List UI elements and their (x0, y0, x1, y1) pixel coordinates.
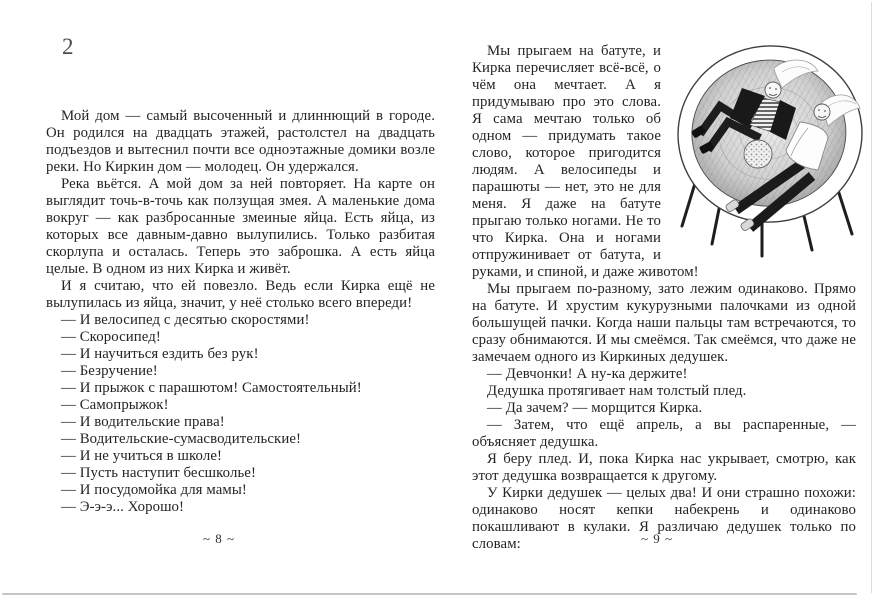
dialogue-line: — Самопрыжок! (61, 397, 169, 413)
chapter-number: 2 (62, 34, 74, 59)
dialogue-line: — Девчонки! А ну-ка держите! (487, 366, 688, 382)
dialogue-line: — И посудомойка для мамы! (61, 482, 247, 498)
left-text-block (46, 108, 435, 516)
right-page-number: ~ 9 ~ (640, 531, 674, 546)
dialogue-line: — Да зачем? — морщится Кирка. (487, 400, 703, 416)
dialogue-line: — Скоросипед! (61, 329, 161, 345)
corn-sticks-pack (744, 140, 772, 168)
trampoline-illustration (670, 38, 866, 258)
paragraph: Мой дом — самый высоченный и длиннющий в городе. Он родился на двадцать этажей, растолстел на двадцать подъездов и вытеснил почти все одноэтажные домики возле реки. Но Киркин дом — молодец. Он удержался. (46, 108, 435, 175)
dialogue-line: — Пусть наступит бесшколье! (61, 465, 256, 481)
dialogue-line: — И прыжок с парашютом! Самостоятельный! (61, 380, 362, 396)
page-bottom-edge (2, 593, 857, 595)
paragraph: Мы прыгаем на батуте, и Кирка перечисляет всё-всё, о чём она мечтает. А я придумываю про это слова. Я сама мечтаю только об одном — придумать такое слово, которое пригодится людям. А велосипеды и парашюты — нет, это не для меня. Я даже на батуте прыгаю только ногами. Не то что Кирка. Она и ногами отпружинивает от батута, и руками, и спиной, и даже животом! (472, 43, 699, 280)
paragraph: Мы прыгаем по-разному, зато лежим одинаково. Прямо на батуте. И хрустим кукурузными палочками из одной большущей пачки. Когда наши пальцы там встречаются, то сразу обнимаются. И мы смеёмся. Так смеёмся, что даже не замечаем одного из Киркиных дедушек. (472, 281, 856, 365)
page-stack-edge (871, 2, 872, 593)
paragraph: Река вьётся. А мой дом за ней повторяет. На карте он выглядит точь-в-точь как ползущая змея. А маленькие дома вокруг — как разбросанные змеиные яйца. Есть яйца, из которых все давным-давно вылупились. Только разбитая скорлупа и осталась. Теперь это заброшка. А есть яйца целые. В одном из них Кирка и живёт. (46, 176, 435, 277)
dialogue-line: — И не учиться в школе! (61, 448, 223, 464)
dialogue-line: — Безручение! (61, 363, 158, 379)
dialogue-line: — Затем, что ещё апрель, а вы распаренные, — объясняет дедушка. (472, 417, 856, 450)
left-page-number: ~ 8 ~ (202, 531, 236, 546)
dialogue-line: — Водительские-сумасводительские! (61, 431, 302, 447)
dialogue-line: — И научиться ездить без рук! (61, 346, 259, 362)
dialogue-line: — И водительские права! (61, 414, 225, 430)
right-text-block (472, 43, 856, 553)
paragraph: У Кирки дедушек — целых два! И они страшно похожи: одинаково носят кепки набекрень и одинаково покашливают в кулаки. Я различаю дедушек только по словам: (472, 485, 856, 552)
dialogue-line: — Э-э-э... Хорошо! (61, 499, 185, 515)
paragraph: И я считаю, что ей повезло. Ведь если Кирка ещё не вылупилась из яйца, значит, у неё столько всего впереди! (46, 278, 435, 311)
paragraph: Дедушка протягивает нам толстый плед. (487, 383, 747, 399)
dialogue-line: — И велосипед с десятью скоростями! (61, 312, 310, 328)
paragraph: Я беру плед. И, пока Кирка нас укрывает, смотрю, как этот дедушка возвращается к другому. (472, 451, 856, 484)
